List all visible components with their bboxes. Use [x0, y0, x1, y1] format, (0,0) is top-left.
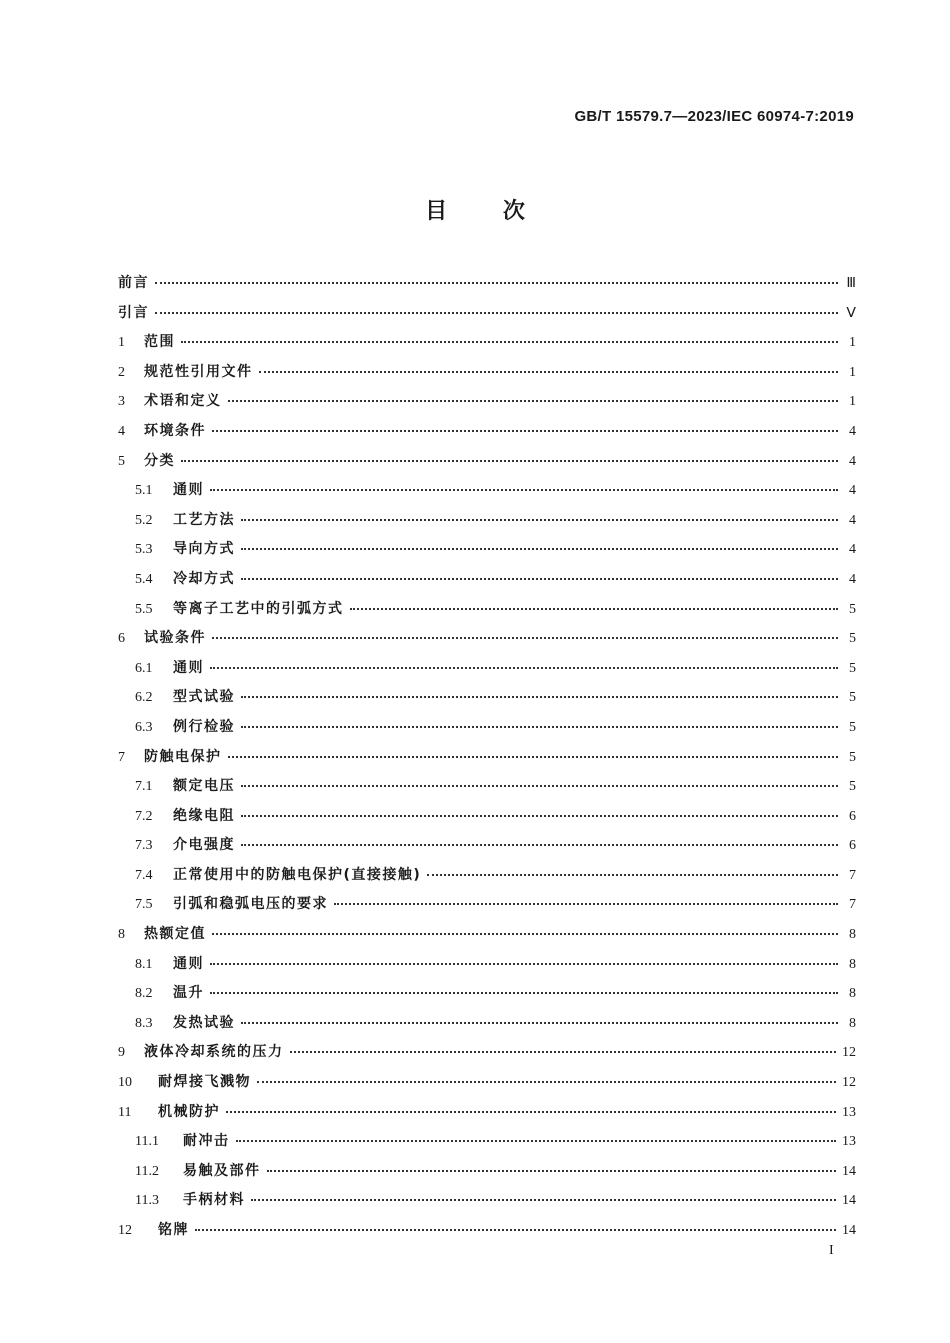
toc-entry-page: 8: [849, 1015, 856, 1031]
toc-entry[interactable]: [118, 743, 856, 773]
toc-entry-page: 13: [842, 1134, 856, 1150]
toc-entry-label: 铭牌: [158, 1222, 189, 1238]
toc-entry-page: 12: [842, 1045, 856, 1061]
toc-entry[interactable]: [118, 476, 856, 506]
toc-entry-number: 7.1: [135, 779, 153, 795]
dot-leader: [334, 902, 838, 905]
dot-leader: [259, 370, 839, 373]
dot-leader: [212, 636, 838, 639]
dot-leader: [241, 1021, 838, 1024]
toc-entry-label: 冷却方式: [173, 570, 235, 587]
toc-entry-page: 4: [849, 483, 856, 499]
toc-entry-label: 热额定值: [144, 926, 206, 943]
toc-entry-page: 5: [849, 719, 856, 735]
toc-entry[interactable]: [118, 920, 856, 950]
toc-entry-number: 8.3: [135, 1015, 153, 1031]
toc-entry[interactable]: [118, 1157, 856, 1187]
toc-entry-page: 4: [849, 571, 856, 587]
toc-entry-page: Ⅴ: [846, 305, 856, 321]
toc-entry[interactable]: [118, 535, 856, 565]
toc-entry-page: 8: [849, 956, 856, 972]
toc-entry-label: 通则: [173, 955, 204, 972]
dot-leader: [155, 311, 838, 314]
toc-entry[interactable]: [118, 1038, 856, 1068]
toc-entry-number: 7: [118, 749, 125, 765]
toc-entry[interactable]: [118, 1009, 856, 1039]
toc-entry-number: 10: [118, 1075, 132, 1091]
toc-entry-label: 前言: [118, 275, 149, 291]
dot-leader: [228, 755, 839, 758]
toc-entry-page: 8: [849, 927, 856, 943]
toc-entry-label: 手柄材料: [183, 1192, 245, 1209]
toc-entry[interactable]: [118, 387, 856, 417]
toc-entry-number: 11.1: [135, 1134, 159, 1150]
toc-entry-label: 导向方式: [173, 541, 235, 558]
dot-leader: [212, 932, 838, 935]
dot-leader: [210, 962, 838, 965]
toc-entry-number: 11.3: [135, 1193, 159, 1209]
table-of-contents: [118, 269, 856, 1246]
page-title: 目 次: [425, 199, 525, 224]
toc-entry-number: 12: [118, 1223, 132, 1238]
toc-entry[interactable]: [118, 772, 856, 802]
toc-entry-label: 额定电压: [173, 778, 235, 795]
dot-leader: [181, 459, 838, 462]
toc-entry[interactable]: [118, 1127, 856, 1157]
toc-entry[interactable]: [118, 1186, 856, 1216]
standard-code: GB/T 15579.7—2023/IEC 60974-7:2019: [574, 108, 854, 125]
toc-entry-label: 液体冷却系统的压力: [144, 1044, 284, 1061]
dot-leader: [241, 814, 838, 817]
toc-entry-label: 通则: [173, 659, 204, 676]
toc-entry-number: 5.1: [135, 483, 153, 499]
toc-entry[interactable]: [118, 1216, 856, 1246]
toc-entry-number: 6.1: [135, 660, 153, 676]
toc-entry-page: 5: [849, 631, 856, 647]
toc-entry-label: 耐焊接飞溅物: [158, 1074, 251, 1091]
toc-entry-label: 例行检验: [173, 718, 235, 735]
toc-entry-page: 1: [849, 394, 856, 410]
footer-page-number: I: [829, 1243, 834, 1258]
toc-entry-label: 范围: [144, 334, 175, 351]
toc-entry-page: 7: [849, 897, 856, 913]
toc-entry-label: 工艺方法: [173, 511, 235, 528]
toc-entry-label: 试验条件: [144, 630, 206, 647]
dot-leader: [427, 873, 838, 876]
toc-entry-page: 14: [842, 1193, 856, 1209]
toc-entry-number: 3: [118, 394, 125, 410]
dot-leader: [257, 1080, 836, 1083]
dot-leader: [241, 577, 838, 580]
dot-leader: [210, 488, 838, 491]
toc-entry[interactable]: [118, 328, 856, 358]
toc-entry-label: 正常使用中的防触电保护(直接接触): [173, 866, 422, 883]
toc-entry[interactable]: [118, 802, 856, 832]
toc-entry-number: 6.2: [135, 690, 153, 706]
dot-leader: [251, 1198, 836, 1201]
dot-leader: [241, 695, 838, 698]
toc-entry-number: 1: [118, 335, 125, 351]
toc-entry-page: 13: [842, 1104, 856, 1120]
toc-entry[interactable]: [118, 979, 856, 1009]
toc-entry-number: 7.4: [135, 867, 153, 883]
toc-entry-label: 等离子工艺中的引弧方式: [173, 600, 344, 617]
toc-entry-page: 14: [842, 1163, 856, 1179]
toc-entry[interactable]: [118, 595, 856, 625]
toc-entry-label: 耐冲击: [183, 1133, 230, 1150]
toc-entry-number: 6.3: [135, 719, 153, 735]
toc-entry-number: 4: [118, 423, 125, 439]
toc-entry-page: 12: [842, 1075, 856, 1091]
toc-entry-label: 分类: [144, 452, 175, 469]
toc-entry-label: 绝缘电阻: [173, 807, 235, 824]
toc-entry-page: 5: [849, 749, 856, 765]
toc-entry-label: 型式试验: [173, 689, 235, 706]
dot-leader: [195, 1228, 836, 1231]
toc-entry[interactable]: [118, 358, 856, 388]
toc-entry-label: 引弧和稳弧电压的要求: [173, 896, 328, 913]
toc-entry[interactable]: [118, 299, 856, 329]
toc-entry-page: 4: [849, 453, 856, 469]
toc-entry-label: 规范性引用文件: [144, 363, 253, 380]
toc-entry-number: 11: [118, 1104, 132, 1120]
toc-entry-label: 机械防护: [158, 1103, 220, 1120]
toc-entry-page: 6: [849, 838, 856, 854]
toc-entry-number: 2: [118, 364, 125, 380]
dot-leader: [212, 429, 838, 432]
toc-entry[interactable]: [118, 950, 856, 980]
toc-entry-page: 5: [849, 660, 856, 676]
toc-entry-page: 6: [849, 808, 856, 824]
toc-entry-number: 7.5: [135, 897, 153, 913]
toc-entry-label: 引言: [118, 304, 149, 321]
toc-entry-label: 术语和定义: [144, 393, 222, 410]
toc-entry[interactable]: [118, 565, 856, 595]
toc-entry-page: 4: [849, 512, 856, 528]
toc-entry-number: 5.5: [135, 601, 153, 617]
toc-entry-label: 发热试验: [173, 1014, 235, 1031]
toc-entry-page: 1: [849, 364, 856, 380]
toc-entry-number: 8.2: [135, 986, 153, 1002]
toc-entry[interactable]: [118, 417, 856, 447]
dot-leader: [350, 607, 839, 610]
toc-entry[interactable]: [118, 447, 856, 477]
toc-entry-number: 11.2: [135, 1163, 159, 1179]
toc-entry-number: 6: [118, 631, 125, 647]
toc-entry[interactable]: [118, 654, 856, 684]
dot-leader: [241, 518, 838, 521]
toc-entry[interactable]: [118, 831, 856, 861]
toc-entry[interactable]: [118, 713, 856, 743]
toc-entry-page: 5: [849, 779, 856, 795]
toc-entry-label: 防触电保护: [144, 748, 222, 765]
toc-entry-number: 8.1: [135, 956, 153, 972]
dot-leader: [241, 843, 838, 846]
toc-entry-page: 8: [849, 986, 856, 1002]
dot-leader: [236, 1139, 837, 1142]
toc-entry-page: 1: [849, 335, 856, 351]
toc-entry[interactable]: [118, 624, 856, 654]
toc-entry-number: 7.2: [135, 808, 153, 824]
toc-entry-page: 5: [849, 690, 856, 706]
toc-entry-page: 14: [842, 1223, 856, 1238]
dot-leader: [241, 547, 838, 550]
dot-leader: [267, 1169, 837, 1172]
toc-entry[interactable]: [118, 269, 856, 299]
dot-leader: [290, 1050, 837, 1053]
toc-entry-page: 4: [849, 542, 856, 558]
dot-leader: [241, 725, 838, 728]
toc-entry-page: 7: [849, 867, 856, 883]
dot-leader: [228, 399, 839, 402]
toc-entry[interactable]: [118, 683, 856, 713]
toc-entry-page: Ⅲ: [846, 276, 856, 291]
toc-entry-page: 4: [849, 423, 856, 439]
toc-entry[interactable]: [118, 506, 856, 536]
dot-leader: [181, 340, 838, 343]
toc-entry[interactable]: [118, 890, 856, 920]
toc-entry-label: 易触及部件: [183, 1162, 261, 1179]
toc-entry-number: 5.2: [135, 512, 153, 528]
toc-entry-label: 通则: [173, 482, 204, 499]
toc-entry-number: 7.3: [135, 838, 153, 854]
toc-entry-number: 9: [118, 1045, 125, 1061]
toc-entry-number: 5: [118, 453, 125, 469]
toc-entry[interactable]: [118, 861, 856, 891]
dot-leader: [155, 281, 838, 284]
toc-entry-label: 环境条件: [144, 422, 206, 439]
dot-leader: [210, 666, 838, 669]
toc-entry-number: 5.4: [135, 571, 153, 587]
dot-leader: [210, 991, 838, 994]
toc-entry-number: 8: [118, 927, 125, 943]
toc-entry-label: 温升: [173, 985, 204, 1002]
toc-entry[interactable]: [118, 1098, 856, 1128]
toc-entry[interactable]: [118, 1068, 856, 1098]
toc-entry-number: 5.3: [135, 542, 153, 558]
toc-entry-label: 介电强度: [173, 837, 235, 854]
toc-entry-page: 5: [849, 601, 856, 617]
dot-leader: [241, 784, 838, 787]
dot-leader: [226, 1110, 836, 1113]
